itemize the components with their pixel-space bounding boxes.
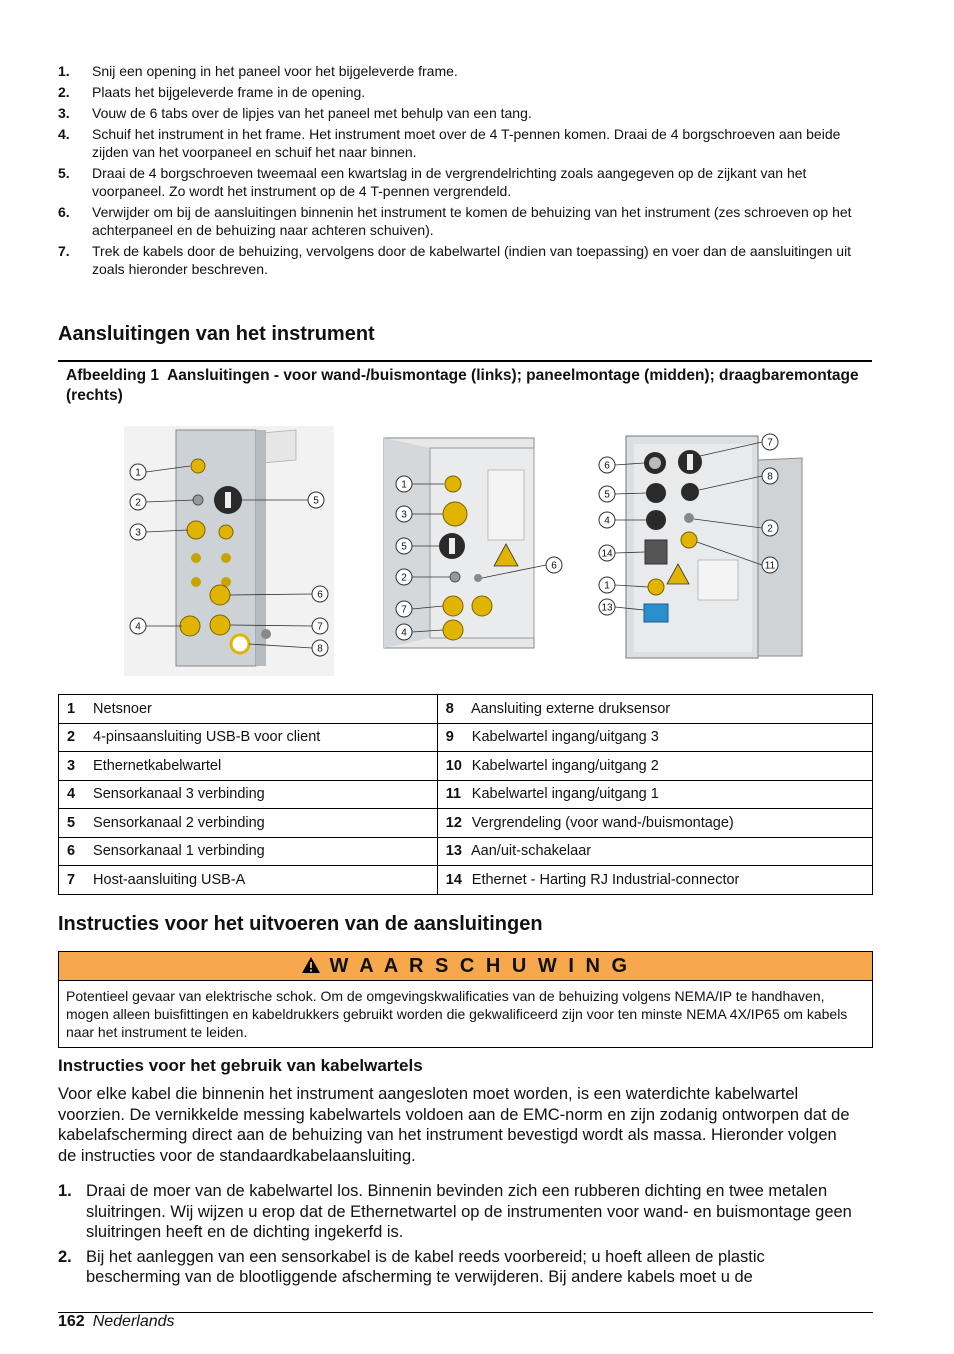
step-item: 2. Bij het aanleggen van een sensorkabel is de kabel reeds voorbereid; u hoeft alleen de plastic bescherming van de blootliggende afscherming te verwijderen. Bij andere kabels moet u de [58, 1247, 765, 1286]
warning-box [58, 951, 873, 1048]
step-item: 1. Draai de moer van de kabelwartel los. Binnenin bevinden zich een rubberen dichting en twee metalen sluitringen. Wij wijzen u erop dat de Ethernetwartel op de instrumenten voor wand- en buismontage geen sluitringen heeft en de dichting ingekerfd is. [58, 1182, 852, 1241]
table-row: 4 Sensorkanaal 3 verbinding 11 Kabelwartel ingang/uitgang 1 [59, 780, 873, 809]
svg-text:4: 4 [135, 621, 141, 633]
svg-text:1: 1 [604, 580, 610, 592]
figure-caption-text: Aansluitingen - voor wand-/buismontage (links); paneelmontage (midden); draagbaremontage (rechts) [66, 367, 859, 404]
page-number: 162 [58, 1313, 85, 1330]
step-item: 3. Vouw de 6 tabs over de lipjes van het paneel met behulp van een tang. [58, 105, 532, 121]
table-row: 7 Host-aansluiting USB-A 14 Ethernet - Harting RJ Industrial-connector [59, 866, 873, 895]
footer-language: Nederlands [92, 1313, 175, 1330]
legend-table [58, 694, 873, 895]
page-footer [58, 1313, 175, 1331]
step-item: 1. Snij een opening in het paneel voor het bijgeleverde frame. [58, 63, 458, 79]
step-item: 4. Schuif het instrument in het frame. Het instrument moet over de 4 T-pennen komen. Draai de 4 borgschroeven aan beide zijden van het voorpaneel en schuif het naar binnen. [58, 126, 841, 160]
svg-text:8: 8 [767, 471, 773, 483]
body-paragraph: Voor elke kabel die binnenin het instrument aangesloten moet worden, is een waterdichte kabelwartel voorzien. De vernikkelde messing kabelwartels voldoen aan de EMC-norm en zijn zodanig ontworpen dat de kabelafscherming direct aan de behuizing van het instrument bevestigd wordt als massa. Hieronder volgen de instructies voor de standaardkabelaansluiting. [58, 1085, 850, 1165]
svg-text:5: 5 [313, 495, 319, 507]
svg-text:5: 5 [604, 489, 610, 501]
section-title-connections: Aansluitingen van het instrument [58, 323, 375, 345]
figure-wall-mount [124, 426, 334, 676]
warning-text: Potentieel gevaar van elektrische schok. Om de omgevingskwalificaties van de behuizing volgens NEMA/IP te handhaven, mogen alleen buisfittingen en kabeldrukkers gebruikt worden die gekwalificeerd zijn voor ten minste NEMA 4X/IP65 om kabels naar het instrument te leiden. [66, 988, 848, 1040]
svg-text:14: 14 [601, 548, 613, 560]
svg-text:3: 3 [401, 509, 407, 521]
svg-text:1: 1 [135, 467, 141, 479]
step-item: 7. Trek de kabels door de behuizing, vervolgens door de kabelwartel (indien van toepassing) en voer dan de aansluitingen uit zoals hieronder beschreven. [58, 243, 852, 277]
figure-rule [58, 360, 872, 362]
table-row: 3 Ethernetkabelwartel 10 Kabelwartel ingang/uitgang 2 [59, 752, 873, 781]
figure-caption [66, 366, 866, 406]
table-row: 5 Sensorkanaal 2 verbinding 12 Vergrendeling (voor wand-/buismontage) [59, 809, 873, 838]
warning-title: W A A R S C H U W I N G [329, 955, 631, 977]
svg-text:8: 8 [317, 643, 323, 655]
svg-text:5: 5 [401, 541, 407, 553]
subsection-title: Instructies voor het gebruik van kabelwartels [58, 1056, 423, 1075]
step-item: 2. Plaats het bijgeleverde frame in de opening. [58, 84, 366, 100]
assembly-steps [58, 62, 858, 281]
svg-text:2: 2 [135, 497, 141, 509]
figure-label: Afbeelding 1 [66, 367, 160, 384]
table-row: 6 Sensorkanaal 1 verbinding 13 Aan/uit-schakelaar [59, 837, 873, 866]
svg-text:4: 4 [604, 515, 610, 527]
svg-text:13: 13 [601, 602, 613, 614]
footer-rule [58, 1312, 873, 1313]
step-item: 5. Draai de 4 borgschroeven tweemaal een kwartslag in de vergrendelrichting zoals aangegeven op de zijkant van het voorpaneel. Zo wordt het instrument op de 4 T-pennen vergrendeld. [58, 165, 807, 199]
section-title-instructions: Instructies voor het uitvoeren van de aansluitingen [58, 913, 543, 935]
svg-text:7: 7 [317, 621, 323, 633]
table-row: 2 4-pinsaansluiting USB-B voor client 9 Kabelwartel ingang/uitgang 3 [59, 723, 873, 752]
svg-text:1: 1 [401, 479, 407, 491]
svg-text:3: 3 [135, 527, 141, 539]
instrument-figures [0, 420, 954, 680]
figure-portable-mount [626, 436, 802, 658]
warning-header [59, 952, 872, 981]
svg-text:2: 2 [401, 572, 407, 584]
step-item: 6. Verwijder om bij de aansluitingen binnenin het instrument te komen de behuizing van het instrument (zes schroeven op het achterpaneel en de behuizing naar achteren schuiven). [58, 204, 852, 238]
cable-gland-steps [58, 1181, 858, 1292]
svg-text:7: 7 [767, 437, 773, 449]
table-row: 1 Netsnoer 8 Aansluiting externe druksensor [59, 695, 873, 724]
svg-text:11: 11 [764, 560, 776, 572]
svg-text:2: 2 [767, 523, 773, 535]
warning-triangle-icon [301, 956, 321, 974]
svg-text:6: 6 [604, 460, 610, 472]
svg-text:7: 7 [401, 604, 407, 616]
svg-text:6: 6 [317, 589, 323, 601]
svg-text:4: 4 [401, 627, 407, 639]
svg-text:6: 6 [551, 560, 557, 572]
